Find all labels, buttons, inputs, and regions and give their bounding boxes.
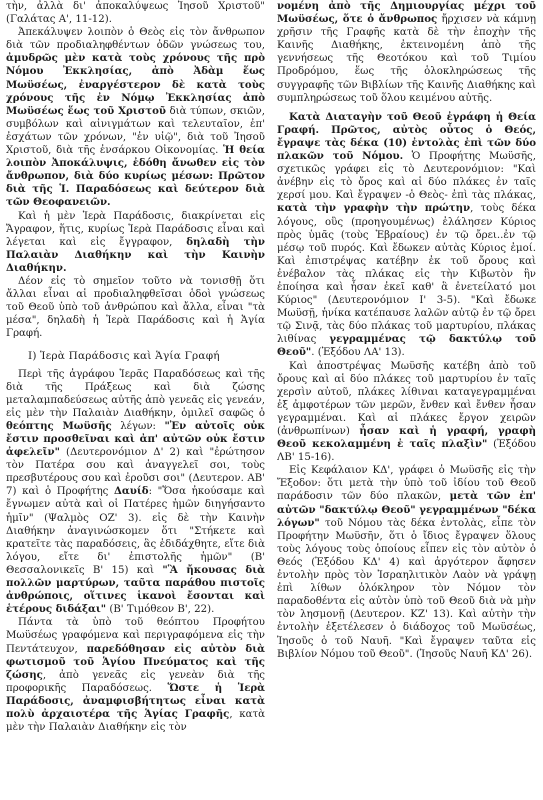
paragraph: [277, 111, 536, 360]
right-column: [277, 0, 536, 800]
text: Ἀπεκάλυψεν λοιπὸν ὁ Θεὸς εἰς τὸν ἄνθρωπον διὰ τῶν προδιαληφθέντων ὁδῶν γνώσεως του,: [6, 27, 265, 52]
paragraph: [6, 210, 265, 275]
emphasis-text: μετὰ τῶν ἐπ' αὐτῶν "δακτύλῳ Θεοῦ" γεγραμμένων "δέκα λόγων": [277, 490, 536, 529]
text: : "Ὅσα ἠκούσαμε καὶ ἔγνωμεν αὐτὰ καὶ οἱ Πατέρες ἡμῶν διηγήσαντο ἡμῖν" (Ψαλμὸς ΟΖ' 3). εἰς δὲ τὴν Καινὴν Διαθήκην ἀναγινώσκομεν ὅτι: [6, 486, 265, 537]
paragraph: [277, 360, 536, 465]
paragraph: [6, 616, 265, 734]
text: (Δευτερονόμιον Δ' 2) καὶ: [59, 447, 210, 459]
emphasis-text: θεόπτης Μωϋσῆς: [6, 419, 112, 432]
text: "ἐρώτησον τὸν Πατέρα σου καὶ ἀναγγελεῖ σοι, τοὺς πρεσβυτέρους σου καὶ ἐροῦσι σοι": [6, 447, 265, 485]
emphasis-text: ἀμυδρῶς μὲν κατὰ τοὺς χρόνους τῆς πρὸ Νόμου Ἐκκλησίας, ἀπὸ Ἀδὰμ ἕως Μωϋσέως, ἐναργέστερον δὲ κατὰ τοὺς χρόνους τῆς ἐν Νόμῳ Ἐκκλησίας ἀπὸ Μωϋσέως ἕως τοῦ Χριστοῦ: [6, 52, 265, 117]
emphasis-text: παρεδόθησαν εἰς αὐτὸν διὰ φωτισμοῦ τοῦ Ἁγίου Πνεύματος καὶ τῆς ζώσης: [6, 642, 265, 681]
emphasis-text: νομένη ἀπὸ τῆς Δημιουργίας μέχρι τοῦ Μωϋσέως, ὅτε ὁ ἄνθρωπος: [277, 0, 536, 26]
paragraph: [277, 0, 536, 105]
emphasis-text: Ὥστε ἡ Ἱερὰ Παράδοσις, ἀναμφισβήτητως εἶναι κατὰ πολὺ ἀρχαιοτέρα τῆς Ἁγίας Γραφῆς: [6, 681, 265, 720]
paragraph: τὴν, ἀλλὰ δι' ἀποκαλύψεως Ἰησοῦ Χριστοῦ" (Γαλάτας Α', 11-12).: [6, 1, 265, 26]
text: . (Ἐξόδου ΛΑ' 13).: [311, 347, 405, 359]
emphasis-text: Ἡ θεία λοιπὸν Ἀποκάλυψις, ἐδόθη ἄνωθεν εἰς τὸν ἄνθρωπον, διὰ δύο κυρίως μέσων: Πρῶτον διὰ τῆς Ἱ. Παραδόσεως καὶ δεύτερον διὰ τῶν Θεοφανειῶν.: [6, 144, 265, 209]
text: Εἰς Κεφάλαιον ΚΔ', γράφει ὁ Μωϋσῆς εἰς τὴν Ἔξοδον: ὅτι μετὰ τὴν ὑπὸ τοῦ ἰδίου τοῦ Θεοῦ παράδοσιν τῶν δύο πλακῶν,: [277, 465, 536, 503]
paragraph: [6, 26, 265, 209]
text: , κατὰ μὲν τὴν Παλαιὰν Διαθήκην εἰς τὸν: [6, 708, 265, 734]
emphasis-text: δηλαδὴ τὴν Παλαιὰν Διαθήκην καὶ τὴν Καινὴν Διαθήκην.: [6, 235, 265, 274]
emphasis-text: "Ἃ ἤκουσας διὰ πολλῶν μαρτύρων, ταῦτα παράθου πιστοῖς ἀνθρώποις, οἵτινες ἱκανοὶ ἔσονται καὶ ἑτέρους διδάξαι": [6, 563, 265, 616]
left-column: [6, 0, 265, 800]
text: Ὁ Προφήτης Μωϋσῆς, σχετικῶς γράφει εἰς τὸ Δευτερονόμιον: "Καὶ ἀνέβην εἰς τὸ ὄρος καὶ αἱ δύο πλάκες ἐν ταῖς χερσί μου. Καὶ ἔγραψεν -ὁ Θεὸς- ἐπὶ τὰς πλάκας,: [277, 151, 536, 202]
emphasis-text: γεγραμμένας τῷ δακτύλῳ τοῦ Θεοῦ": [277, 333, 536, 359]
paragraph: [277, 464, 536, 660]
text: τοῦ Νόμου τὰς δέκα ἐντολὰς, εἶπε τὸν Προφήτην Μωϋσῆν, ὅτι ὁ ἴδιος ἔγραψεν ὅλους τοὺς λόγους τοὺς ὁποίους εἶπεν εἰς τὸν αὐτὸν ὁ Θεός (Ἐξόδου ΚΔ' 4) καὶ ἀργότερον ἄφησεν ἐντολὴν πρὸς τὸν Ἰσραηλιτικὸν Λαὸν νὰ γράψῃ ἐπὶ λίθων ὁλόκληρον τὸν Νόμον τὸν παραδοθέντα εἰς αὐτὸν ὑπὸ τοῦ Θεοῦ διὰ νὰ μὴν τὸν λησμονῇ (Δευτερον. ΚΖ' 13). Καὶ αὐτὴν τὴν ἐντολὴν ἐξετέλεσεν ὁ διάδοχος τοῦ Μωϋσέως, Ἰησοῦς ὁ τοῦ Ναυῆ. "Καὶ ἔγραψεν ταῦτα εἰς Βιβλίον Νόμου τοῦ Θεοῦ". (Ἰησοῦς Ναυῆ ΚΔ' 26).: [277, 517, 536, 660]
text: (Β' Τιμόθεον Β', 22).: [106, 604, 215, 616]
text: διὰ τύπων, σκιῶν, συμβόλων καὶ αἰνιγμάτων καὶ τελευταῖον, ἐπ' ἐσχάτων τῶν χρόνων, "ἐν υἱῷ", διὰ τοῦ Ἰησοῦ Χριστοῦ, διὰ τῆς ἐνσάρκου Οἰκονομίας.: [6, 105, 265, 157]
text: "Στήκετε καὶ κρατεῖτε τὰς παραδόσεις, ἃς ἐδιδάχθητε, εἴτε διὰ λόγου, εἴτε δι' ἐπιστολῆς ἡμῶν": [6, 525, 265, 563]
paragraph: [6, 368, 265, 617]
emphasis-text: Δαυίδ: [114, 485, 149, 498]
text: , τοὺς δέκα λόγους, οὓς (προηγουμένως) ἐλάλησεν Κύριος πρὸς ὑμᾶς (τοὺς Ἑβραίους) ἐν τῷ ὄρει..ἐν τῷ μέσῳ τοῦ πυρός. Καὶ ἔδωκεν αὐτὰς Κύριος ἐμοί. Καὶ ἐπιστρέψας κατέβην ἐκ τοῦ ὄρους καὶ ἐνέβαλον τὰς πλάκας εἰς τὴν Κιβωτὸν ἣν ἐποίησα καὶ ἦσαν ἐκεῖ καθ' ἃ ἐνετείλατό μοι Κύριος" (Δευτερονόμιον Ι' 3-5). "Καὶ ἔδωκε Μωϋσῇ, ἡνίκα κατέπαυσε λαλῶν αὐτῷ ἐν τῷ ὄρει τῷ Σινᾷ, τὰς δύο πλάκας τοῦ μαρτυρίου, πλάκας λιθίνας: [277, 203, 536, 346]
section-heading: Ι) Ἱερὰ Παράδοσις καὶ Ἁγία Γραφή: [28, 350, 220, 363]
text: Καὶ ἀποστρέψας Μωϋσῆς κατέβη ἀπὸ τοῦ ὄρους καὶ αἱ δύο πλάκες τοῦ μαρτυρίου ἐν ταῖς χερσὶν αὐτοῦ, πλάκες λίθιναι καταγεγραμμέναι ἐξ ἀμφοτέρων τῶν μερῶν, ἔνθεν καὶ ἔνθεν ἦσαν γεγραμμέναι. Καὶ αἱ πλάκες ἔργον χειρῶν (ἀνθρωπίνων): [277, 360, 536, 437]
text: λέγων:: [111, 420, 165, 432]
text: , ἀπὸ γενεᾶς εἰς γενεὰν διὰ τῆς προφορικῆς Παραδόσεως.: [6, 669, 265, 694]
text: Πάντα τὰ ὑπὸ τοῦ θεόπτου Προφήτου Μωϋσέως γραφόμενα καὶ περιγραφόμενα εἰς τὴν Πεντάτευχον,: [6, 617, 265, 655]
emphasis-text: Κατὰ Διαταγὴν τοῦ Θεοῦ ἐγράφη ἡ Θεία Γραφή. Πρῶτος, αὐτὸς οὗτος ὁ Θεός, ἔγραψε τὰς δέκα (10) ἐντολὰς ἐπὶ τῶν δύο πλακῶν τοῦ Νόμου.: [277, 110, 536, 163]
emphasis-text: κατὰ τὴν γραφὴν τὴν πρώτην: [277, 202, 471, 215]
emphasis-text: ἦσαν καὶ ἡ γραφή, γραφὴ Θεοῦ κεκολαμμένη ἐ ταῖς πλαξὶν": [277, 425, 536, 451]
emphasis-text: "Ἐν αὐτοῖς οὐκ ἔστιν προσθεῖναι καὶ ἀπ' αὐτῶν οὐκ ἔστιν ἀφελεῖν": [6, 419, 265, 459]
text: (Δευτερον. ΑΒ' 7) καὶ ὁ Προφήτης: [6, 473, 265, 498]
text: (Β' Θεσσαλονικεῖς Β' 15) καὶ: [6, 551, 265, 576]
text: (Ἐξόδου ΛΒ' 15-16).: [277, 439, 536, 464]
text: Περὶ τῆς ἀγράφου Ἱερᾶς Παραδόσεως καὶ τῆς διὰ τῆς Πράξεως καὶ διὰ ζώσης μεταλαμπαδεύσεως αὐτῆς ἀπὸ γενεᾶς εἰς γενεάν, εἰς μὲν τὴν Παλαιὰν Διαθήκην, ὁμιλεῖ σαφῶς ὁ: [6, 368, 265, 419]
text: ἤρχισεν νὰ κάμνῃ χρῆσιν τῆς Γραφῆς κατὰ δὲ τὴν ἐποχὴν τῆς Καινῆς Διαθήκης, ἐκτεινομένη ἀπὸ τῆς γεννήσεως τῆς Θεοτόκου καὶ τοῦ Τιμίου Προδρόμου, ἕως τῆς ὁλοκληρώσεως τῆς συγγραφῆς τῶν Βιβλίων τῆς Καινῆς Διαθήκης καὶ συμπληρώσεως τοῦ ὅλου κειμένου αὐτῆς.: [277, 14, 536, 104]
text: Καὶ ἡ μὲν Ἱερὰ Παράδοσις, διακρίνεται εἰς Ἄγραφον, ἥτις, κυρίως Ἱερὰ Παράδοσις εἶναι καὶ λέγεται καὶ εἰς ἔγγραφον,: [6, 210, 265, 248]
paragraph: Δέον εἰς τὸ σημεῖον τοῦτο νὰ τονισθῇ ὅτι ἄλλαι εἶναι αἱ προδιαληφθεῖσαι ὁδοὶ γνώσεως τοῦ Θεοῦ ὑπὸ τοῦ ἀνθρώπου καὶ ἄλλα, εἶναι "τὰ μέσα", δηλαδὴ ἡ Ἱερὰ Παράδοσις καὶ ἡ Ἁγία Γραφή.: [6, 275, 265, 340]
